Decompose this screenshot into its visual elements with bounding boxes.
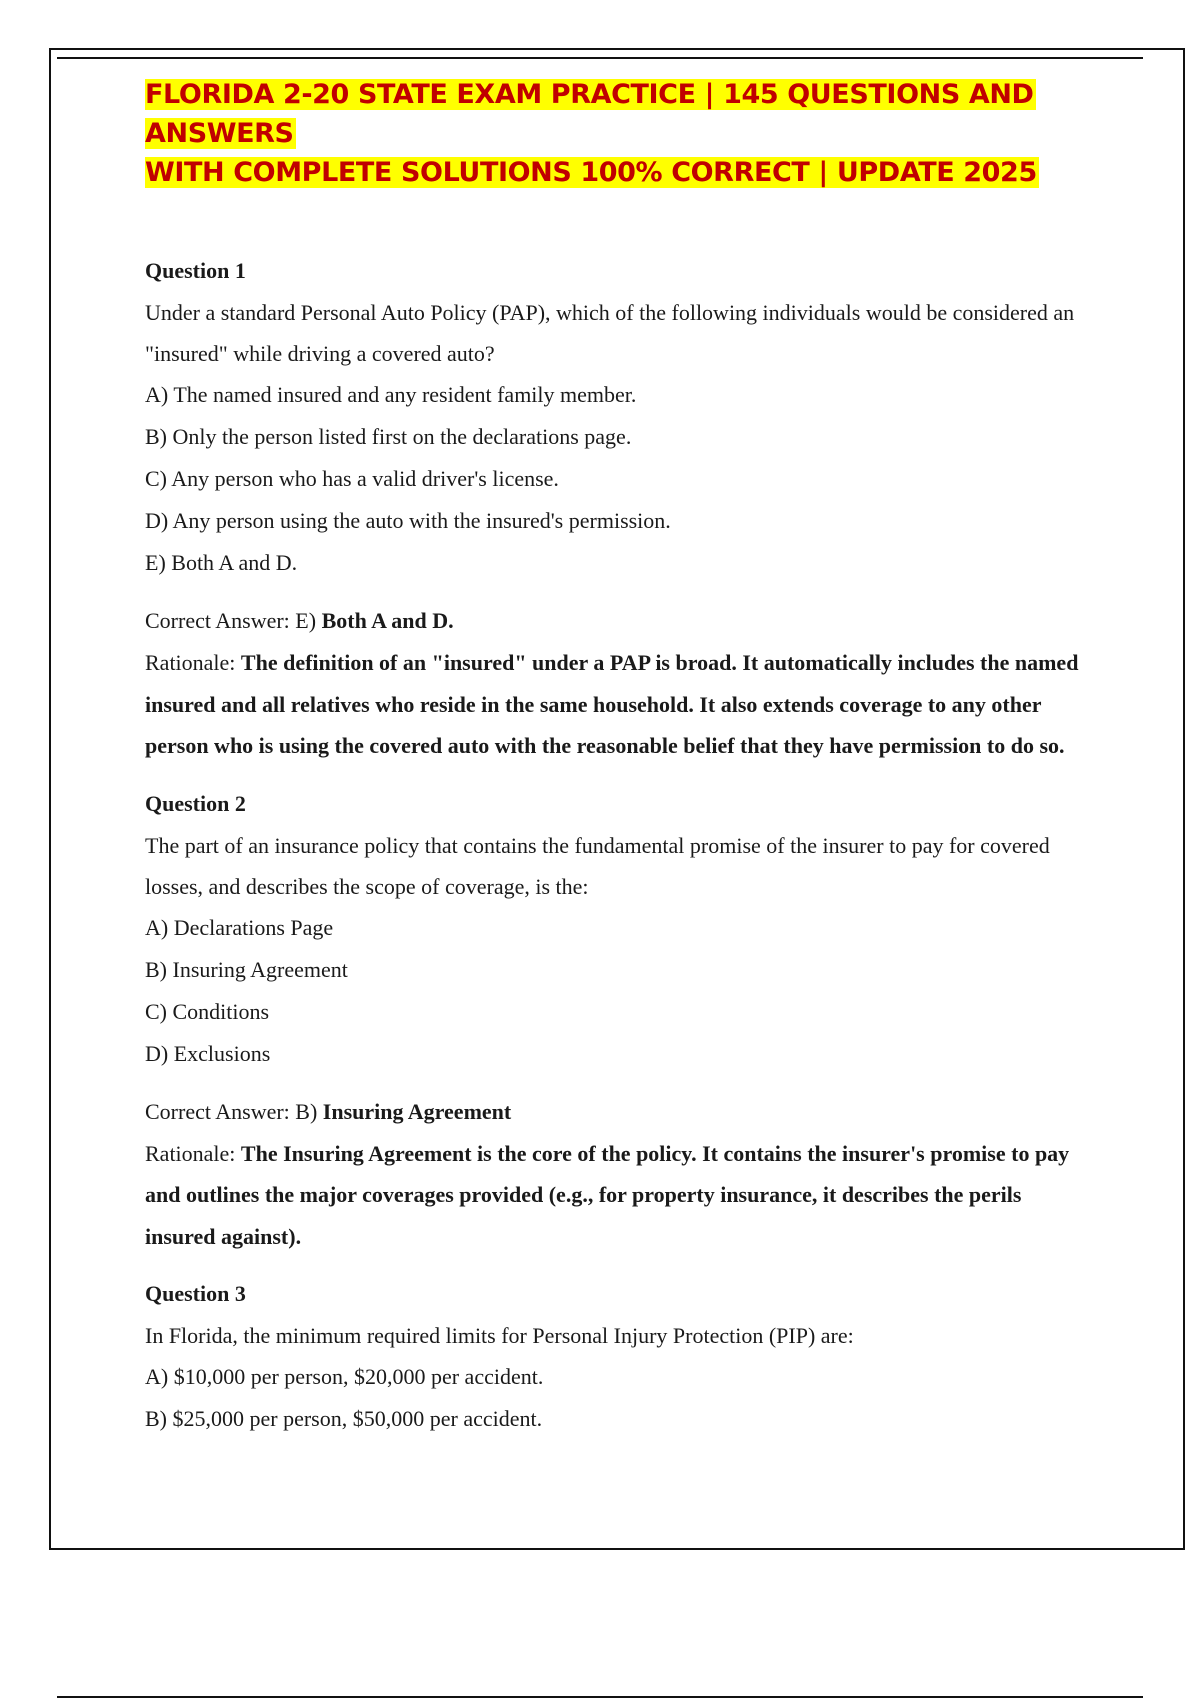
correct-answer: [145, 1091, 1095, 1133]
answer-value: Insuring Agreement: [322, 1098, 512, 1124]
option-b: B) $25,000 per person, $50,000 per accident.: [145, 1406, 543, 1431]
question-3: [145, 1273, 1095, 1440]
rationale: [145, 1133, 1095, 1258]
rationale-text: The definition of an "insured" under a PAP is broad. It automatically includes the named insured and all relatives who reside in the same household. It also extends coverage to any other person who is using the covered auto with the reasonable belief that they have permission to do so.: [145, 650, 1079, 758]
answer-label: Correct Answer: B): [145, 1098, 323, 1124]
question-text: The part of an insurance policy that contains the fundamental promise of the insurer to pay for covered losses, and describes the scope of coverage, is the:: [145, 832, 1050, 899]
option-a: A) $10,000 per person, $20,000 per accident.: [145, 1364, 544, 1389]
document-body: [145, 75, 1095, 1440]
answer-value: Both A and D.: [321, 608, 454, 633]
correct-answer: [145, 600, 1095, 642]
option-a: A) Declarations Page: [145, 914, 334, 940]
rationale-label: Rationale:: [145, 1140, 241, 1166]
answer-label: Correct Answer: E): [145, 608, 322, 633]
question-heading: Question 2: [145, 790, 246, 816]
question-text: In Florida, the minimum required limits for Personal Injury Protection (PIP) are:: [145, 1323, 854, 1348]
question-1: [145, 250, 1095, 767]
question-2: [145, 783, 1095, 1258]
bottom-rule: [57, 1696, 1143, 1698]
option-d: D) Any person using the auto with the insured's permission.: [145, 508, 671, 533]
option-e: E) Both A and D.: [145, 550, 298, 575]
rationale: [145, 642, 1095, 767]
top-rule: [57, 57, 1143, 59]
question-heading: Question 1: [145, 258, 246, 283]
option-a: A) The named insured and any resident family member.: [145, 382, 637, 407]
question-text: Under a standard Personal Auto Policy (PAP), which of the following individuals would be considered an "insured" while driving a covered auto?: [145, 300, 1075, 366]
rationale-text: The Insuring Agreement is the core of the policy. It contains the insurer's promise to pay and outlines the major coverages provided (e.g., for property insurance, it describes the perils insured against).: [145, 1140, 1070, 1249]
title-line-2: WITH COMPLETE SOLUTIONS 100% CORRECT | UPDATE 2025: [145, 157, 1037, 188]
rationale-label: Rationale:: [145, 650, 241, 675]
question-heading: Question 3: [145, 1281, 246, 1306]
document-title: [145, 75, 1095, 192]
option-c: C) Any person who has a valid driver's license.: [145, 466, 559, 491]
title-line-1: FLORIDA 2-20 STATE EXAM PRACTICE | 145 QUESTIONS AND ANSWERS: [145, 79, 1034, 149]
option-d: D) Exclusions: [145, 1040, 271, 1066]
option-b: B) Only the person listed first on the declarations page.: [145, 424, 632, 449]
option-c: C) Conditions: [145, 998, 270, 1024]
option-b: B) Insuring Agreement: [145, 956, 348, 982]
